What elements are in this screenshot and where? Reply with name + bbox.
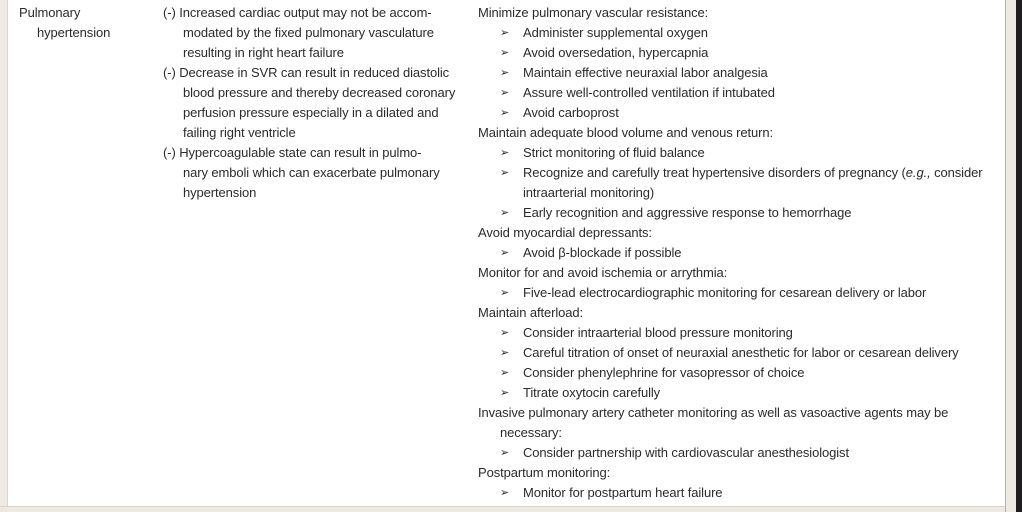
bullet-text-line [523,165,982,180]
consideration-item [163,63,473,143]
bullet-text: Consider phenylephrine for vasopressor of choice [523,365,805,380]
arrow-bullet-icon: ➢ [500,487,510,499]
management-bullet [500,23,1008,43]
page-binding-shadow [1016,0,1022,512]
bullet-text: Monitor for postpartum heart failure [523,485,723,500]
consideration-line: modated by the fixed pulmonary vasculature [183,25,434,40]
arrow-bullet-icon: ➢ [500,447,510,459]
arrow-bullet-icon: ➢ [500,367,510,379]
arrow-bullet-icon: ➢ [500,107,510,119]
arrow-bullet-icon: ➢ [500,67,510,79]
arrow-bullet-icon: ➢ [500,167,510,179]
consideration-line: failing right ventricle [183,125,296,140]
arrow-bullet-icon: ➢ [500,87,510,99]
management-section [478,303,1008,403]
bullet-text: Avoid oversedation, hypercapnia [523,45,709,60]
management-bullet [500,363,1008,383]
management-section-header: Maintain adequate blood volume and venous return: [478,125,774,140]
arrow-bullet-icon: ➢ [500,287,510,299]
bullet-text-line: intraarterial monitoring) [523,185,655,200]
management-bullet [500,383,1008,403]
cell-management [478,3,1008,503]
management-section [478,3,1008,123]
consideration-line: nary emboli which can exacerbate pulmonary [183,165,440,180]
consideration-item [163,143,473,203]
management-section-header: Postpartum monitoring: [478,465,611,480]
management-bullet [500,143,1008,163]
arrow-bullet-icon: ➢ [500,47,510,59]
bullet-text: Assure well-controlled ventilation if intubated [523,85,775,100]
management-bullet [500,43,1008,63]
bullet-text: Strict monitoring of fluid balance [523,145,705,160]
arrow-bullet-icon: ➢ [500,347,510,359]
bullet-text-segment: Recognize and carefully treat hypertensive disorders of pregnancy ( [523,165,906,180]
consideration-line: blood pressure and thereby decreased coronary [183,85,456,100]
management-section-header: Maintain afterload: [478,305,584,320]
management-section-header: Invasive pulmonary artery catheter monitoring as well as vasoactive agents may be [478,405,949,420]
management-section [478,123,1008,223]
consideration-line: perfusion pressure especially in a dilated and [183,105,439,120]
management-section [478,463,1008,503]
management-bullet [500,83,1008,103]
cell-lesion [19,3,149,43]
bullet-text [523,163,982,203]
page-edge-left [0,0,8,512]
management-bullet [500,443,1008,463]
management-bullet [500,483,1008,503]
management-bullet [500,243,1008,263]
consideration-item [163,3,473,63]
management-bullet [500,323,1008,343]
arrow-bullet-icon: ➢ [500,147,510,159]
management-bullet [500,63,1008,83]
arrow-bullet-icon: ➢ [500,327,510,339]
bullet-text: Avoid carboprost [523,105,619,120]
consideration-line: resulting in right heart failure [183,45,344,60]
consideration-line: hypertension [183,185,257,200]
management-bullet [500,163,1008,203]
arrow-bullet-icon: ➢ [500,387,510,399]
bullet-text: Titrate oxytocin carefully [523,385,661,400]
bullet-text: Maintain effective neuraxial labor analgesia [523,65,768,80]
management-section [478,263,1008,303]
bullet-text: Administer supplemental oxygen [523,25,708,40]
management-bullet [500,203,1008,223]
arrow-bullet-icon: ➢ [500,207,510,219]
management-bullet [500,343,1008,363]
arrow-bullet-icon: ➢ [500,247,510,259]
management-section-header-cont: necessary: [500,425,562,440]
bullet-text: Five-lead electrocardiographic monitoring for cesarean delivery or labor [523,285,927,300]
consideration-line: (-) Increased cardiac output may not be accom- [163,5,432,20]
management-bullet [500,103,1008,123]
management-section-header: Monitor for and avoid ischemia or arrythmia: [478,265,728,280]
bullet-text: Careful titration of onset of neuraxial anesthetic for labor or cesarean delivery [523,345,959,360]
bullet-text: Consider partnership with cardiovascular anesthesiologist [523,445,849,460]
bullet-text-segment: consider [930,165,983,180]
consideration-line: (-) Hypercoagulable state can result in pulmo- [163,145,422,160]
arrow-bullet-icon: ➢ [500,27,510,39]
management-section [478,403,1008,463]
bullet-text: Avoid β-blockade if possible [523,245,682,260]
bullet-text: Early recognition and aggressive response to hemorrhage [523,205,852,220]
page-edge-bottom [0,506,1022,512]
bullet-text-italic: e.g., [905,165,931,180]
bullet-text: Consider intraarterial blood pressure monitoring [523,325,793,340]
management-section-header: Avoid myocardial depressants: [478,225,652,240]
consideration-line: (-) Decrease in SVR can result in reduced diastolic [163,65,450,80]
management-section-header: Minimize pulmonary vascular resistance: [478,5,709,20]
cell-hemodynamic-considerations [163,3,473,203]
lesion-name-line2: hypertension [37,25,111,40]
lesion-name-line1: Pulmonary [19,5,81,20]
management-section [478,223,1008,263]
management-bullet [500,283,1008,303]
